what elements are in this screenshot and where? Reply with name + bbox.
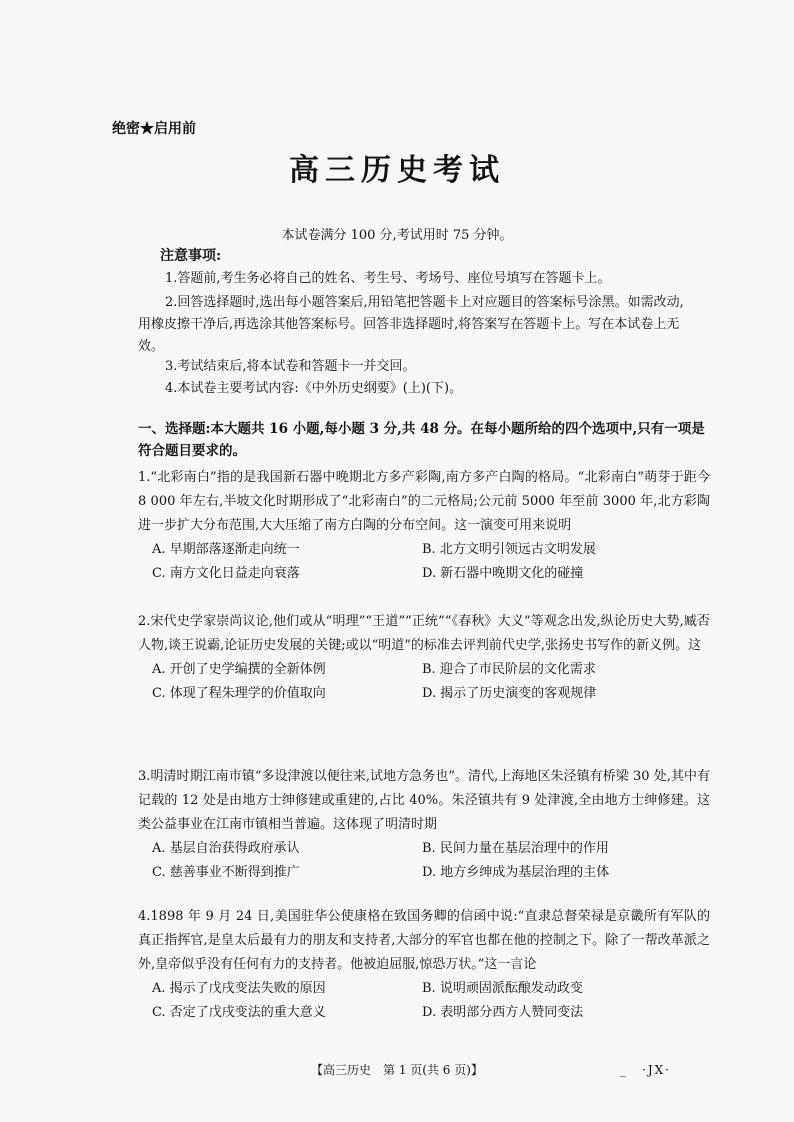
option-a: A. 早期部落逐渐走向统一: [152, 542, 300, 557]
option-c: C. 南方文化日益走向衰落: [152, 566, 300, 581]
option-b: B. 迎合了市民阶层的文化需求: [422, 662, 596, 677]
option-c: C. 慈善事业不断得到推广: [152, 865, 300, 880]
question-stem: 3.明清时期江南市镇“多设津渡以便往来,试地方急务也”。清代,上海地区朱泾镇有桥梁 30 处,其中有记载的 12 处是由地方士绅修建或重建的,占比 40%。朱泾镇共有 9 处津渡,全由地方士绅修建。这类公益事业在江南市镇相当普遍。这体现了明清时期: [138, 769, 710, 832]
options-list: [152, 837, 710, 885]
question-stem: 2.宋代史学家崇尚议论,他们或从“明理”“王道”“正统”“《春秋》大义”等观念出发,纵论历史大势,臧否人物,谈王说霸,论证历史发展的关键;或以“明道”的标准去评判前代史学,张扬史书写作的新义例。这: [138, 614, 711, 653]
footer-code: _ ·JX·: [620, 1063, 671, 1077]
page-title: 高三历史考试: [289, 153, 505, 188]
option-a: A. 基层自治获得政府承认: [152, 841, 300, 856]
page-footer: 【高三历史 第 1 页(共 6 页)】: [311, 1063, 483, 1077]
question-stem: 4.1898 年 9 月 24 日,美国驻华公使康格在致国务卿的信函中说:“直隶总督荣禄是京畿所有军队的真正指挥官,是皇太后最有力的朋友和支持者,大部分的军官也都在他的控制之下。除了一帮改革派之外,皇帝似乎没有任何有力的支持者。他被迫屈服,惊恐万状。”这一言论: [138, 909, 710, 972]
option-d: D. 表明部分西方人赞同变法: [422, 1005, 584, 1020]
option-c: C. 否定了戊戌变法的重大意义: [152, 1005, 326, 1020]
options-list: [152, 658, 710, 706]
exam-subtitle: 本试卷满分 100 分,考试用时 75 分钟。: [281, 228, 513, 243]
section-heading: 一、选择题:本大题共 16 小题,每小题 3 分,共 48 分。在每小题所给的四个选项中,只有一项是符合题目要求的。: [138, 421, 705, 459]
confidential-label: 绝密★启用前: [112, 121, 196, 137]
question-1: [138, 466, 710, 586]
question-4: [138, 905, 710, 1025]
notice-heading: 注意事项:: [160, 248, 222, 264]
question-2: [138, 610, 710, 706]
option-b: B. 说明顽固派酝酿发动政变: [422, 981, 583, 996]
option-b: B. 北方文明引领远古文明发展: [422, 542, 596, 557]
option-d: D. 揭示了历史演变的客观规律: [422, 686, 597, 701]
option-d: D. 地方乡绅成为基层治理的主体: [422, 865, 610, 880]
notice-item-1: 1.答题前,考生务必将自己的姓名、考生号、考场号、座位号填写在答题卡上。: [165, 271, 611, 286]
notice-item-4: 4.本试卷主要考试内容:《中外历史纲要》(上)(下)。: [165, 381, 463, 396]
option-b: B. 民间力量在基层治理中的作用: [422, 841, 609, 856]
options-list: [152, 538, 710, 586]
option-a: A. 揭示了戊戌变法失败的原因: [152, 981, 326, 996]
question-3: [138, 765, 710, 885]
option-d: D. 新石器中晚期文化的碰撞: [422, 566, 584, 581]
question-stem: 1.“北彩南白”指的是我国新石器中晚期北方多产彩陶,南方多产白陶的格局。“北彩南白”萌芽于距今 8 000 年左右,半坡文化时期形成了“北彩南白”的二元格局;公元前 5000 年至前 3000 年,北方彩陶进一步扩大分布范围,大大压缩了南方白陶的分布空间。这一演变可用来说明: [138, 470, 710, 533]
option-c: C. 体现了程朱理学的价值取向: [152, 686, 326, 701]
notice-item-2: 2.回答选择题时,选出每小题答案后,用铅笔把答题卡上对应题目的答案标号涂黑。如需改动,用橡皮擦干净后,再选涂其他答案标号。回答非选择题时,将答案写在答题卡上。写在本试卷上无效。: [138, 295, 684, 354]
options-list: [152, 977, 710, 1025]
option-a: A. 开创了史学编撰的全新体例: [152, 662, 326, 677]
notice-item-3: 3.考试结束后,将本试卷和答题卡一并交回。: [165, 359, 416, 374]
